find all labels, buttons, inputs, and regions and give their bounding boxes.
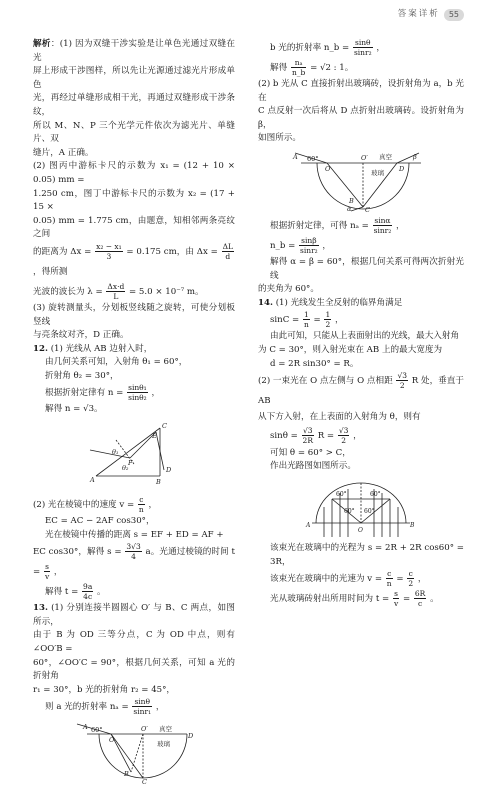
page-number: 55 [444,9,464,21]
fraction-numerator: √3 [338,425,349,435]
left-column: 解析：(1) 因为双缝干涉实验是让单色光通过双缝在光 屏上形成干涉图样，所以先让光源通过滤光片形成单色 光，再经过单缝形成相干光，再通过双缝形成干涉条纹， 所以 M、N、P 三个光学元件依次为滤光片、单缝片、双 缝片，A 正确。 (2) 图丙中游标卡尺的示数为 x₁ = (12 + 10 × 0.05) mm = 1.250 cm，图丁中游标卡尺的示数为 x₂ = (17 + 15 × 0.05) mm = 1.775 cm，由题意，知相邻两条亮纹之间 的距离为 Δx = $\frac{\text{x₂ − x₁}}{3}$ = 0.175 cm，由 Δx = $\frac{\Delta L}{d}$ ，得所测 光波的波长为 λ = $\frac{\Delta x\cdot d}{L}$ = 5.0 × 10⁻⁷ m。 (3) 旋转测量头，分划板竖线随之旋转，可使分划板竖线 与亮条纹对齐，D 正确。 12. (1) 光线从 AB 边射入时， 由几何关系可知，入射角 θ₁ = 60°， 折射角 θ₂ = 30°， 根据折射定律有 n = $\frac{\text{sinθ₁}}{\text{sinθ₂}}$ ， 解得 n = √3。 A B C D E F θ₁ θ₂ (2) 光在棱镜中的速度 v = $\frac{c}{n}$ ， EC = AC − 2AF cos30°， 光在棱镜中传播的距离 s = EF + ED = AF + EC cos30°，解得 s = $\frac{3√3}{4}$ a。光通过棱镜的时间 t = $\frac{s}{v}$ ， 解得 t = $\frac{9a}{4c}$ 。 13. (1) 分别连接半圆圆心 O′ 与 B、C 两点，如图所示， 由于 B 为 OD 三等分点，C 为 OD 中点，则有 ∠OO′B = 60°，∠OO′C = 90°，根据几何关系，可知 a 光的折射角 r₁ = 30°，b 光的折射角 r₂ = 45°， 则 a 光的折射率 nₐ = $\frac{\sin\theta}{\text{sinr₁}}$ ， A 60° O O′ D B C 真空 玻璃 [33,39,236,787]
text-fragment: a。光通过棱镜的时间 t = [33,547,236,578]
fraction [353,38,373,57]
text-line: 由此可知，只能从上表面射出的光线，最大入射角 [270,331,460,342]
semi13-label-b: B [124,770,129,779]
semicircle-diagram-13a [69,720,199,787]
fraction [291,58,306,77]
semi13-label-o: O [109,736,115,745]
semicircle-diagram-13b [291,149,431,213]
text-line: 可知 θ = 60° > C， [270,447,351,458]
text-fragment: (2) 一束光在 O 点左侧与 O 点相距 [258,376,393,387]
text-fragment: 解得 [270,63,288,73]
text-fragment: 根据折射定律，可得 nₐ = [270,220,369,231]
semicircle-diagram-14 [306,477,416,539]
question-number: 14. [258,297,273,308]
fraction-denominator: n [303,320,309,330]
text-fragment: 则 a 光的折射率 nₐ = [45,702,129,713]
fraction-numerator: c [139,495,144,505]
semi13b-label-a: A [293,152,298,161]
page-header [398,8,464,22]
semi13-vacuum: 真空 [159,725,172,734]
semi13-label-d: D [188,732,194,741]
analysis-label: 解析 [33,39,51,49]
text-line: 该束光在玻璃中的光程为 s = 2R + 2R cos60° = 3R， [270,542,464,567]
text-fragment: ， [376,43,385,53]
fraction-numerator: sinβ [299,236,319,246]
fraction-denominator: 2 [325,320,331,330]
fraction-denominator: 4 [131,552,136,562]
fraction-denominator: n [386,579,392,589]
fraction-numerator: sinθ [132,697,152,707]
text-line: (1) 光线发生全反射的临界角满足 [275,297,403,308]
text-fragment: 的距离为 Δx = [33,246,92,257]
text-fragment: sinθ = [270,430,298,441]
text-fragment: = 5.0 × 10⁻⁷ m。 [129,286,204,297]
fraction-numerator: sinθ [353,38,373,48]
fraction-denominator: sinr₂ [353,48,372,57]
semi14-angle-4: 60° [364,507,375,515]
fraction-numerator: sinθ₁ [128,383,147,393]
text-line: 折射角 θ₂ = 30°， [45,370,119,381]
text-fragment: = √2 : 1。 [310,63,354,73]
fraction-denominator: 2R [302,435,313,445]
text-fragment: ， [417,574,427,585]
semi13b-label-op: O′ [361,153,368,162]
fraction-numerator: ΔL [222,241,234,251]
prism-label-theta2: θ₂ [122,464,129,473]
fraction [302,426,314,445]
fraction-denominator: L [113,291,119,301]
text-line: 缝片，A 正确。 [33,147,94,158]
text-line: 作出光路图如图所示。 [270,461,356,472]
question-number: 12. [33,343,48,354]
text-fragment: = [402,594,411,605]
text-line: 如图所示。 [258,133,301,144]
text-fragment: ， [53,567,63,578]
fraction-denominator: 4c [83,592,93,602]
fraction [414,589,426,608]
right-column [258,38,464,609]
fraction-numerator: Δx·d [107,281,125,291]
semi13b-label-b: B [349,196,354,205]
text-fragment: ， [155,702,165,713]
text-line: d = 2R sin30° = R。 [270,358,359,369]
question-number: 13. [33,603,48,614]
semi13b-glass: 玻璃 [371,168,384,177]
semi13b-label-d: D [399,164,405,173]
semi13b-angle: 60° [307,154,319,163]
prism-label-e: E [152,432,157,441]
text-fragment: 。 [430,594,439,605]
fraction [324,310,331,329]
fraction [95,242,123,261]
semi13b-vacuum: 真空 [379,152,392,161]
semi14-angle-1: 60° [336,490,347,498]
fraction-numerator: 9a [83,582,93,592]
semi13b-alpha: α [347,204,352,213]
text-line: 解得 α = β = 60°，根据几何关系可得两次折射光线 [270,256,464,281]
text-fragment: ， [396,220,405,231]
text-line: 由于 B 为 OD 三等分点，C 为 OD 中点，则有 ∠OO′B = [33,630,235,655]
text-fragment: sinC = [270,315,300,326]
text-line: EC = AC − 2AF cos30°， [45,516,155,527]
text-line: (1) 因为双缝干涉实验是让单色光通过双缝在光 [33,39,235,63]
fraction [396,371,408,390]
fraction-numerator: √3 [397,371,407,381]
semi13-angle: 60° [91,726,103,735]
text-line: 光，再经过单缝形成相干光，再通过双缝形成干涉条纹， [33,93,235,117]
text-line: (1) 光线从 AB 边射入时， [50,343,153,354]
text-fragment: n_b = [270,240,296,251]
semi13-glass: 玻璃 [157,740,170,749]
text-fragment: = [313,315,321,326]
fraction-numerator: √3 [302,425,313,435]
fraction [303,310,310,329]
fraction-numerator: sinα [374,215,391,225]
text-fragment: 光从玻璃砖射出所用时间为 t = [270,594,390,605]
fraction-denominator: 2 [408,579,414,589]
text-line: 所以 M、N、P 三个光学元件依次为滤光片、单缝片、双 [33,120,235,145]
text-line: 为 C = 30°，则入射光束在 AB 上的最大宽度为 [258,344,443,355]
semi13b-label-o: O [325,164,331,173]
fraction-denominator: 2 [341,435,347,445]
prism-label-a: A [90,476,95,485]
fraction-denominator: sinr₂ [373,225,392,235]
fraction-denominator: d [225,251,231,261]
text-fragment: b 光的折射率 n_b = [270,43,350,53]
fraction-numerator: 3√3 [126,542,141,552]
fraction-denominator: sinr₁ [133,707,152,717]
fraction [299,236,319,255]
fraction-denominator: v [393,599,399,609]
fraction-numerator: c [408,569,413,579]
text-line: 由几何关系可知，入射角 θ₁ = 60°， [45,357,188,368]
fraction [132,697,152,716]
text-line: (2) 图丙中游标卡尺的示数为 x₁ = (12 + 10 × 0.05) mm = [33,161,235,185]
text-line: 的夹角为 60°。 [258,284,319,295]
fraction-numerator: x₂ − x₁ [96,241,122,251]
fraction [393,589,399,608]
text-line: (1) 分别连接半圆圆心 O′ 与 B、C 两点，如图所示， [33,603,235,627]
prism-label-f: F [128,459,133,468]
semi14-angle-3: 60° [344,507,355,515]
text-fragment: 。 [97,587,106,598]
fraction-denominator: sinθ₂ [128,393,147,403]
text-fragment: ， [353,430,362,441]
fraction [44,562,50,581]
fraction-numerator: 1 [325,310,331,320]
text-line: r₁ = 30°，b 光的折射角 r₂ = 45°， [33,684,176,695]
text-fragment: 根据折射定律有 n = [45,388,124,399]
text-fragment: EC cos30°，解得 s = [33,547,122,558]
semi13-label-op: O′ [141,725,148,734]
semi13b-label-c: C [365,205,370,214]
text-fragment: ， [322,240,332,251]
fraction-numerator: s [394,589,399,599]
prism-label-d: D [166,466,172,475]
fraction [386,569,393,588]
text-fragment: ，得所测 [33,266,68,277]
prism-label-b: B [156,478,161,487]
fraction [125,542,141,561]
text-line: 0.05) mm = 1.775 cm，由题意，知相邻两条亮纹之间 [33,215,235,240]
fraction-numerator: c [387,569,392,579]
text-line: C 点反射一次后将从 D 点折射出玻璃砖。设折射角为 β， [258,106,464,130]
fraction [106,282,125,301]
text-fragment: ， [334,315,344,326]
fraction-denominator: n_b [291,68,306,77]
header-title: 答案详析 [397,9,440,20]
fraction [82,582,93,601]
fraction-denominator: 3 [106,251,112,261]
fraction-denominator: c [418,599,423,609]
fraction [373,216,393,235]
semi14-angle-2: 60° [370,490,381,498]
fraction-numerator: nₐ [291,58,306,68]
semi14-label-b: B [410,521,415,529]
text-line: 60°，∠OO′C = 90°，根据几何关系，可知 a 光的折射角 [33,657,235,682]
text-fragment: (2) 光在棱镜中的速度 v = [33,500,135,511]
fraction [407,569,414,588]
semi13-label-c: C [142,778,147,787]
fraction-denominator: v [44,572,50,582]
text-line: 与亮条纹对齐，D 正确。 [33,330,129,341]
prism-diagram [86,420,182,492]
text-line: 屏上形成干涉图样，所以先让光源通过滤光片形成单色 [33,66,235,90]
semi14-label-a: A [306,521,311,529]
fraction-denominator: sinr₂ [300,245,318,255]
text-fragment: 解得 t = [45,587,79,598]
fraction-numerator: 1 [303,310,309,320]
text-fragment: ， [148,500,158,511]
fraction [338,426,350,445]
text-fragment: R = [317,430,335,441]
semi13b-beta: β [413,152,417,161]
fraction [138,495,145,514]
text-line: 从下方入射，在上表面的入射角为 θ，则有 [258,412,421,423]
fraction-denominator: 2 [399,381,405,391]
semi13-label-a: A [83,723,88,732]
text-fragment: = 0.175 cm，由 Δx = [126,246,218,257]
text-fragment: ， [151,388,161,399]
text-line: (3) 旋转测量头，分划板竖线随之旋转，可使分划板竖线 [33,302,235,327]
fraction-denominator: n [138,505,144,515]
prism-label-theta1: θ₁ [112,448,119,457]
text-line: 光在棱镜中传播的距离 s = EF + ED = AF + [45,529,224,540]
prism-label-c: C [162,422,167,431]
fraction [222,242,234,261]
fraction-numerator: s [45,562,49,572]
text-line: 解得 n = √3。 [45,404,103,415]
fraction [127,383,148,402]
text-line: 1.250 cm，图丁中游标卡尺的示数为 x₂ = (17 + 15 × [33,188,235,213]
text-line: (2) b 光从 C 直接折射出玻璃砖，设折射角为 a，b 光在 [258,79,464,103]
semi14-label-o: O [358,526,363,534]
text-fragment: 该束光在玻璃中的光速为 v = [270,574,383,585]
text-fragment: = [396,574,404,585]
text-fragment: R 处，垂直于 AB [258,376,464,407]
text-fragment: 光波的波长为 λ = [33,286,103,297]
fraction-numerator: 6R [414,589,426,599]
